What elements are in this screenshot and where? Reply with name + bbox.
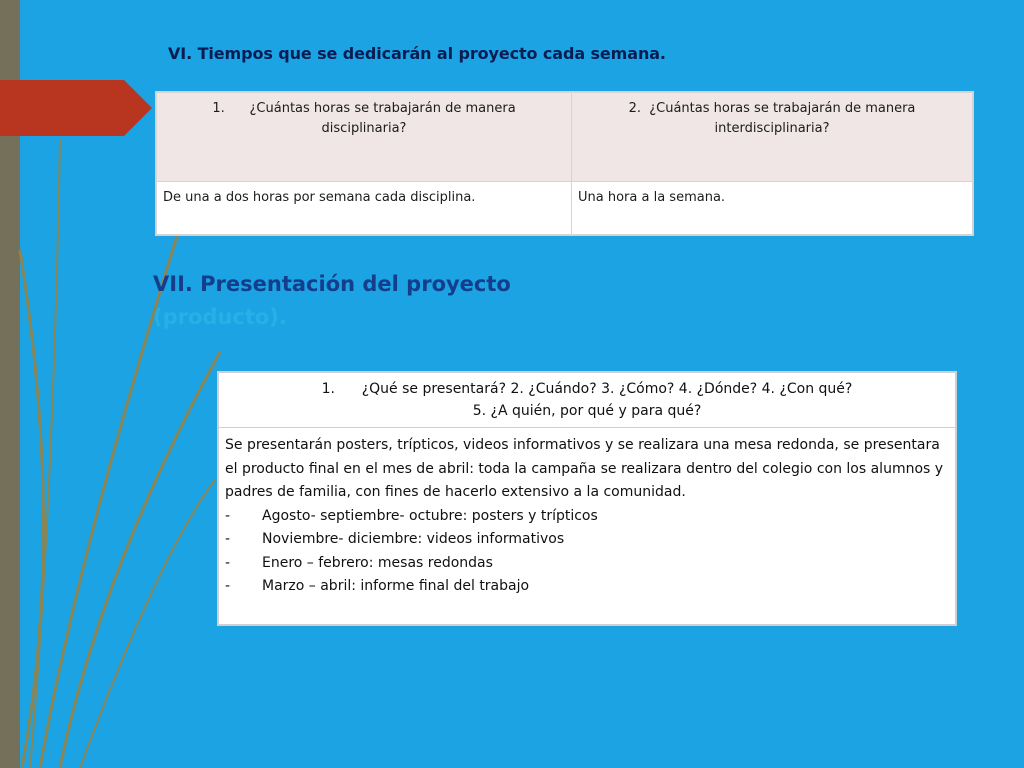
list-item (225, 528, 949, 552)
header-number: 2. (628, 101, 641, 116)
list-item-text: Noviembre- diciembre: videos informativos (262, 531, 565, 547)
list-item-text: Marzo – abril: informe final del trabajo (262, 578, 530, 594)
bullet-dash: - (225, 578, 231, 594)
header-number: 1. (212, 101, 225, 116)
table-row (157, 182, 973, 235)
table-row (219, 428, 956, 625)
section-vii-title (153, 268, 511, 334)
list-item (225, 552, 949, 576)
header-number: 1. (321, 381, 335, 397)
weekly-hours-table (156, 92, 973, 235)
header-text-line2: disciplinaria? (321, 121, 407, 136)
header-cell-interdisciplinary (572, 93, 973, 182)
header-cell-disciplinary (157, 93, 572, 182)
header-text-line2: interdisciplinaria? (714, 121, 830, 136)
table-header-row (157, 93, 973, 182)
section-vii-title-line2: (producto). (153, 305, 287, 329)
list-item (225, 575, 949, 599)
presentation-table (218, 372, 956, 625)
list-item-text: Agosto- septiembre- octubre: posters y trípticos (262, 507, 598, 524)
bullet-dash: - (225, 554, 231, 571)
section-vii-title-line1: VII. Presentación del proyecto (153, 272, 511, 296)
presentation-body-cell (219, 428, 956, 625)
questions-header-cell (219, 373, 956, 428)
arrow-tab-icon (0, 80, 160, 136)
list-item-text: Enero – febrero: mesas redondas (262, 554, 493, 571)
header-text-line1: ¿Cuántas horas se trabajarán de manera (249, 101, 516, 116)
questions-line1: ¿Qué se presentará? 2. ¿Cuándo? 3. ¿Cómo? 4. ¿Dónde? 4. ¿Con qué? (361, 381, 853, 397)
table-header-row (219, 373, 956, 428)
presentation-paragraph: Se presentarán posters, trípticos, videos informativos y se realizara una mesa redonda, se presentara el producto final en el mes de abril: toda la campaña se realizara dentro del colegio con los alumnos y padres de familia, con fines de hacerlo extensivo a la comunidad. (225, 437, 944, 500)
section-vi-title: VI. Tiempos que se dedicarán al proyecto cada semana. (168, 44, 666, 63)
cell-disciplinary-hours: De una a dos horas por semana cada disciplina. (157, 182, 572, 235)
header-text-line1: ¿Cuántas horas se trabajarán de manera (649, 101, 916, 116)
bullet-dash: - (225, 507, 231, 524)
questions-line2: 5. ¿A quién, por qué y para qué? (472, 403, 702, 419)
list-item (225, 505, 949, 529)
bullet-dash: - (225, 531, 231, 547)
cell-interdisciplinary-hours: Una hora a la semana. (572, 182, 973, 235)
